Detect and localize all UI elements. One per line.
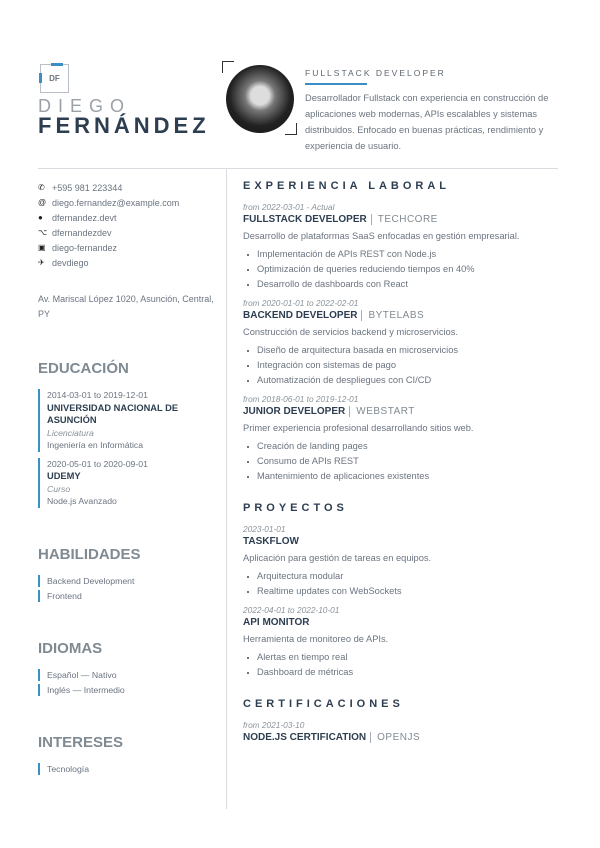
projects-list	[243, 524, 563, 680]
bullet-item: Mantenimiento de aplicaciones existentes	[243, 469, 563, 484]
education-item	[38, 458, 218, 508]
education-heading: EDUCACIÓN	[38, 360, 129, 377]
company-name: BYTELABS	[361, 310, 424, 321]
skills-item: Frontend	[38, 590, 218, 602]
bullet-item: Creación de landing pages	[243, 439, 563, 454]
profile-photo	[226, 65, 294, 133]
interests-list	[38, 763, 218, 775]
project-title	[243, 536, 563, 547]
languages-heading: IDIOMAS	[38, 639, 103, 657]
company-name: TECHCORE	[371, 214, 438, 225]
bullet-item: Implementación de APIs REST con Node.js	[243, 247, 563, 262]
main-content	[243, 180, 563, 743]
column-divider	[226, 169, 227, 809]
bullet-item: Alertas en tiempo real	[243, 650, 563, 665]
accent-line	[305, 83, 367, 85]
field-of-study: Ingeniería en Informática	[47, 440, 144, 450]
job-name: FULLSTACK DEVELOPER	[243, 214, 367, 225]
globe-icon: ●	[38, 213, 43, 222]
education-dates: 2020-05-01 to 2020-09-01	[47, 458, 148, 469]
contact-item	[38, 210, 218, 225]
job-title	[243, 310, 563, 321]
project-title	[243, 617, 563, 628]
bullet-item: Automatización de despliegues con CI/CD	[243, 373, 563, 388]
job-bullets	[243, 247, 563, 292]
linkedin-icon: ▣	[38, 243, 46, 252]
bullet-item: Arquitectura modular	[243, 569, 563, 584]
job-title	[243, 214, 563, 225]
education-item	[38, 389, 218, 452]
institution-name: UDEMY	[47, 471, 81, 481]
degree-type: Licenciatura	[47, 427, 94, 438]
institution-name: UNIVERSIDAD NACIONAL DE ASUNCIÓN	[47, 402, 179, 425]
monogram: DF	[40, 64, 69, 93]
project-dates: 2022-04-01 to 2022-10-01	[243, 605, 340, 615]
job-description: Desarrollo de plataformas SaaS enfocadas en gestión empresarial.	[243, 231, 520, 241]
certifications-heading: CERTIFICACIONES	[243, 698, 404, 710]
certification-name: NODE.JS CERTIFICATION	[243, 732, 367, 743]
divider	[38, 168, 558, 169]
contact-text: diego.fernandez@example.com	[52, 197, 180, 208]
summary: Desarrollador Fullstack con experiencia en construcción de aplicaciones web modernas, APIs escalables y sistemas distribuidos. Enfocado en buenas prácticas, rendimiento y experiencia de usuario.	[305, 93, 549, 151]
contact-item	[38, 180, 218, 195]
bullet-item: Diseño de arquitectura basada en microservicios	[243, 343, 563, 358]
contact-item	[38, 195, 218, 210]
job-dates: from 2018-06-01 to 2019-12-01	[243, 394, 359, 404]
last-name: FERNÁNDEZ	[38, 113, 210, 138]
sidebar	[38, 180, 218, 778]
project-bullets	[243, 650, 563, 680]
skills-item: Backend Development	[38, 575, 218, 587]
certifications-list	[243, 720, 563, 743]
job-role: FULLSTACK DEVELOPER	[305, 68, 446, 78]
twitter-icon: ✈	[38, 258, 45, 267]
bullet-item: Optimización de queries reduciendo tiempos en 40%	[243, 262, 563, 277]
interests-heading: INTERESES	[38, 733, 124, 751]
project-bullets	[243, 569, 563, 599]
skills-list	[38, 575, 218, 602]
certification-title	[243, 732, 563, 743]
contact-item	[38, 225, 218, 240]
contact-text: diego-fernandez	[52, 242, 118, 253]
skills-heading: HABILIDADES	[38, 545, 141, 563]
project-description: Herramienta de monitoreo de APIs.	[243, 634, 389, 644]
company-name: WEBSTART	[349, 406, 415, 417]
job-name: BACKEND DEVELOPER	[243, 310, 358, 321]
projects-heading: PROYECTOS	[243, 502, 348, 514]
project-description: Aplicación para gestión de tareas en equipos.	[243, 553, 432, 563]
contact-text: devdiego	[52, 257, 89, 268]
first-name: DIEGO	[38, 96, 132, 116]
job-bullets	[243, 343, 563, 388]
address: Av. Mariscal López 1020, Asunción, Central, PY	[38, 294, 214, 319]
experience-list	[243, 202, 563, 484]
education-dates: 2014-03-01 to 2019-12-01	[47, 390, 148, 400]
bullet-item: Consumo de APIs REST	[243, 454, 563, 469]
languages-list	[38, 669, 218, 696]
languages-item: Español — Nativo	[38, 669, 218, 681]
job-title	[243, 406, 563, 417]
experience-heading: EXPERIENCIA LABORAL	[243, 180, 450, 192]
contact-text: +595 981 223344	[52, 182, 123, 193]
certification-dates: from 2021-03-10	[243, 720, 305, 730]
job-dates: from 2020-01-01 to 2022-02-01	[243, 298, 359, 308]
bullet-item: Realtime updates con WebSockets	[243, 584, 563, 599]
degree-type: Curso	[47, 483, 71, 494]
interests-item: Tecnología	[38, 763, 218, 775]
contact-text: dfernandezdev	[52, 227, 112, 238]
project-dates: 2023-01-01	[243, 524, 286, 534]
contact-list	[38, 180, 218, 270]
photo-frame-corner	[222, 61, 234, 73]
field-of-study: Node.js Avanzado	[47, 496, 117, 506]
languages-item: Inglés — Intermedio	[38, 684, 218, 696]
bullet-item: Dashboard de métricas	[243, 665, 563, 680]
contact-text: dfernandez.devt	[52, 212, 117, 223]
contact-item	[38, 240, 218, 255]
job-dates: from 2022-03-01 - Actual	[243, 202, 335, 212]
job-name: JUNIOR DEVELOPER	[243, 406, 346, 417]
education-list	[38, 389, 218, 508]
project-name: API MONITOR	[243, 617, 310, 628]
bullet-item: Integración con sistemas de pago	[243, 358, 563, 373]
job-bullets	[243, 439, 563, 484]
job-description: Primer experiencia profesional desarrollando sitios web.	[243, 423, 474, 433]
project-name: TASKFLOW	[243, 536, 299, 547]
email-icon: @	[38, 198, 47, 207]
job-description: Construcción de servicios backend y microservicios.	[243, 327, 458, 337]
contact-item	[38, 255, 218, 270]
photo-frame-corner	[285, 123, 297, 135]
github-icon: ⌥	[38, 228, 48, 237]
issuer-name: OPENJS	[370, 732, 420, 743]
phone-icon: ✆	[38, 183, 45, 192]
bullet-item: Desarrollo de dashboards con React	[243, 277, 563, 292]
